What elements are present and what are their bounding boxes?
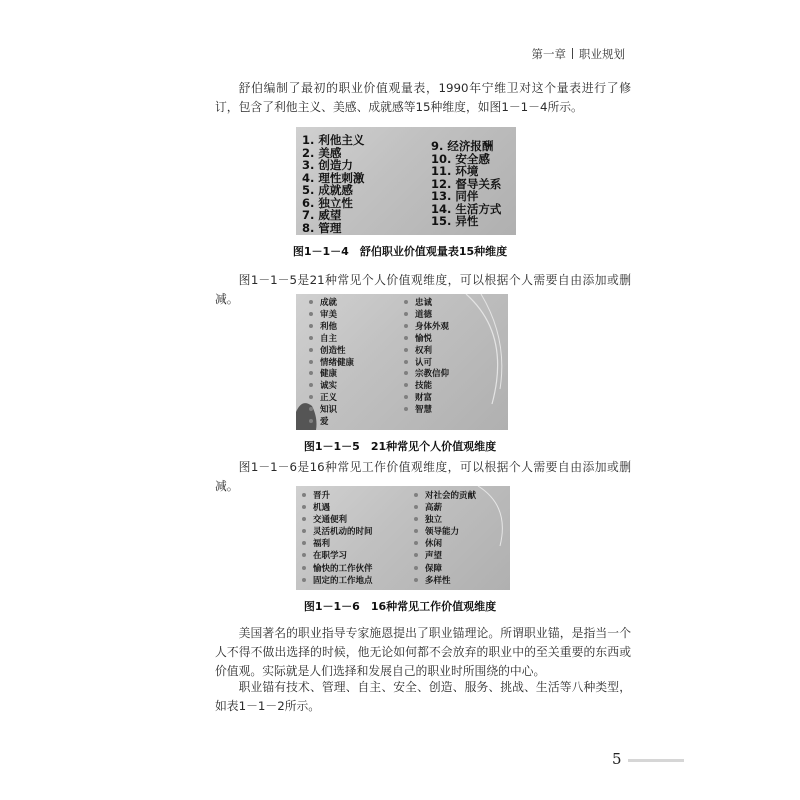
figure-1-1-5-right-list (404, 298, 449, 417)
figure-1-1-4-image (296, 127, 516, 235)
figure-1-1-6-value-item-label: 高薪 (425, 503, 443, 514)
chapter-label: 第一章 (531, 47, 566, 61)
figure-1-1-5-value-item (404, 369, 449, 381)
bullet-dot-icon (302, 566, 306, 570)
bullet-dot-icon (302, 517, 306, 521)
figure-1-1-5-value-item (404, 393, 449, 405)
bullet-dot-icon (414, 566, 418, 570)
figure-1-1-5-value-item-label: 智慧 (415, 405, 433, 416)
bullet-dot-icon (309, 360, 313, 364)
figure-1-1-6-value-item-label: 交通便利 (313, 515, 348, 526)
figure-1-1-6-value-item (302, 526, 373, 538)
figure-1-1-5-value-item (309, 358, 354, 370)
figure-1-1-5-value-item (309, 381, 354, 393)
figure-1-1-5-value-item-label: 权利 (415, 345, 433, 356)
figure-1-1-4-dimension-item-label: 3. 创造力 (302, 158, 353, 172)
figure-1-1-6-value-item-label: 在职学习 (313, 551, 348, 562)
figure-1-1-4-dimension-item-label: 9. 经济报酬 (431, 139, 494, 153)
figure-1-1-4-dimension-item-label: 11. 环境 (431, 164, 479, 178)
page-number: 5 (612, 750, 622, 768)
figure-1-1-5-value-item-label: 身体外观 (415, 321, 450, 332)
figure-1-1-6-value-item (302, 502, 373, 514)
bullet-dot-icon (309, 395, 313, 399)
figure-1-1-6-value-item-label: 固定的工作地点 (313, 575, 373, 586)
header-divider (572, 48, 573, 59)
figure-1-1-5-left-list (309, 298, 354, 429)
figure-1-1-6-value-item (302, 550, 373, 562)
bullet-dot-icon (309, 383, 313, 387)
figure-1-1-6-value-item-label: 晋升 (313, 491, 331, 501)
figure-1-1-5-value-item-label: 忠诚 (415, 298, 433, 308)
figure-1-1-5-value-item-label: 诚实 (320, 381, 338, 392)
figure-1-1-5-caption: 图1－1－5 21种常见个人价值观维度 (303, 440, 497, 453)
bullet-dot-icon (404, 395, 408, 399)
bullet-dot-icon (309, 348, 313, 352)
bullet-dot-icon (414, 505, 418, 509)
figure-1-1-5-value-item (404, 381, 449, 393)
running-header (532, 46, 626, 62)
figure-1-1-5-value-item (404, 334, 449, 346)
figure-1-1-5-value-item (309, 393, 354, 405)
figure-1-1-4-dimension-item-label: 10. 安全感 (431, 151, 490, 166)
bullet-dot-icon (309, 312, 313, 316)
bullet-dot-icon (414, 578, 418, 582)
figure-1-1-4-dimension-item-label: 4. 理性刺激 (302, 170, 365, 185)
figure-1-1-5-value-item-label: 愉悦 (415, 333, 433, 344)
figure-1-1-4-dimension-item-label: 8. 管理 (302, 220, 342, 235)
figure-1-1-6-value-item-label: 灵活机动的时间 (313, 527, 373, 538)
chapter-title: 职业规划 (579, 47, 625, 61)
figure-1-1-5-value-item-label: 爱 (320, 417, 329, 428)
figure-1-1-5-value-item (309, 417, 354, 429)
figure-1-1-6-value-item (302, 563, 373, 575)
figure-1-1-6-value-item-label: 多样性 (425, 575, 451, 586)
figure-1-1-6-value-item (414, 490, 476, 502)
figure-1-1-4-left-list (302, 134, 364, 234)
figure-1-1-4-caption: 图1－1－4 舒伯职业价值观量表15种维度 (292, 245, 508, 258)
figure-1-1-6-value-item-label: 愉快的工作伙伴 (313, 563, 373, 574)
figure-1-1-6-value-item (414, 502, 476, 514)
figure-1-1-6-value-item (302, 490, 373, 502)
figure-1-1-5-value-item (309, 369, 354, 381)
paragraph-3: 图1－1－6是16种常见工作价值观维度，可以根据个人需要自由添加或删减。 (215, 460, 631, 493)
paragraph-1: 舒伯编制了最初的职业价值观量表，1990年宁维卫对这个量表进行了修订，包含了利他主义、美感、成就感等15种维度，如图1－1－4所示。 (215, 81, 631, 114)
bullet-dot-icon (309, 407, 313, 411)
figure-1-1-5-value-item-label: 宗教信仰 (415, 369, 450, 380)
figure-1-1-5-value-item-label: 技能 (415, 381, 433, 392)
bullet-dot-icon (302, 578, 306, 582)
figure-1-1-5-value-item-label: 正义 (320, 393, 338, 404)
figure-1-1-6-value-item-label: 对社会的贡献 (425, 491, 477, 501)
figure-1-1-5-value-item-label: 认可 (415, 357, 433, 368)
figure-1-1-6-value-item-label: 保障 (425, 563, 443, 574)
page-number-rule (628, 759, 684, 762)
figure-1-1-4-dimension-item (431, 215, 501, 228)
bullet-dot-icon (414, 493, 418, 497)
figure-1-1-5-value-item (404, 310, 449, 322)
figure-1-1-6-value-item-label: 领导能力 (425, 527, 460, 538)
figure-1-1-6-right-list (414, 490, 476, 587)
bullet-dot-icon (309, 371, 313, 375)
figure-1-1-6-value-item-label: 声望 (425, 551, 443, 562)
paragraph-4: 美国著名的职业指导专家施恩提出了职业锚理论。所谓职业锚，是指当一个人不得不做出选择的时候，他无论如何都不会放弃的职业中的至关重要的东西或价值观。实际就是人们选择和发展自己的职业时所围绕的中心。 (215, 626, 631, 678)
bullet-dot-icon (404, 312, 408, 316)
figure-1-1-4-dimension-item-label: 15. 异性 (431, 214, 479, 228)
figure-1-1-6-value-item-label: 机遇 (313, 503, 331, 514)
figure-1-1-5-value-item-label: 知识 (320, 405, 338, 416)
figure-1-1-5-value-item (404, 322, 449, 334)
figure-1-1-5-value-item-label: 健康 (320, 369, 338, 380)
figure-1-1-5-value-item-label: 创造性 (320, 345, 346, 356)
figure-1-1-6-value-item (302, 575, 373, 587)
figure-1-1-4-dimension-item-label: 7. 威望 (302, 208, 342, 222)
figure-1-1-6-value-item (414, 550, 476, 562)
figure-1-1-5-value-item-label: 道德 (415, 309, 433, 320)
figure-1-1-5-value-item (309, 334, 354, 346)
bullet-dot-icon (404, 348, 408, 352)
figure-1-1-5-value-item-label: 审美 (320, 309, 338, 320)
figure-1-1-5-value-item (309, 310, 354, 322)
figure-1-1-4-dimension-item-label: 6. 独立性 (302, 195, 353, 210)
figure-1-1-6-value-item-label: 休闲 (425, 539, 443, 550)
figure-1-1-4-dimension-item-label: 12. 督导关系 (431, 176, 502, 191)
figure-1-1-4-dimension-item-label: 5. 成就感 (302, 183, 353, 197)
figure-1-1-5-value-item-label: 自主 (320, 333, 338, 344)
paragraph-5: 职业锚有技术、管理、自主、安全、创造、服务、挑战、生活等八种类型，如表1－1－2所示。 (215, 680, 631, 713)
bullet-dot-icon (414, 529, 418, 533)
bullet-dot-icon (309, 324, 313, 328)
figure-1-1-5-value-item (309, 346, 354, 358)
figure-1-1-5-value-item-label: 利他 (320, 321, 338, 332)
figure-1-1-4-dimension-item (302, 222, 364, 235)
bullet-dot-icon (404, 383, 408, 387)
figure-1-1-5-value-item-label: 情绪健康 (320, 357, 355, 368)
figure-1-1-6-value-item (414, 563, 476, 575)
figure-1-1-6-caption: 图1－1－6 16种常见工作价值观维度 (303, 600, 497, 613)
bullet-dot-icon (302, 541, 306, 545)
bullet-dot-icon (302, 493, 306, 497)
bullet-dot-icon (302, 505, 306, 509)
paragraph-2: 图1－1－5是21种常见个人价值观维度，可以根据个人需要自由添加或删减。 (215, 273, 631, 306)
figure-1-1-6-value-item (414, 538, 476, 550)
figure-1-1-5-value-item (309, 322, 354, 334)
figure-1-1-5-value-item-label: 成就 (320, 298, 338, 308)
figure-1-1-4-dimension-item-label: 1. 利他主义 (302, 133, 365, 147)
bullet-dot-icon (302, 529, 306, 533)
bullet-dot-icon (404, 324, 408, 328)
figure-1-1-5-value-item-label: 财富 (415, 393, 433, 404)
figure-1-1-6-left-list (302, 490, 373, 587)
figure-1-1-4-dimension-item-label: 13. 同伴 (431, 189, 479, 203)
figure-1-1-6-value-item (302, 514, 373, 526)
bullet-dot-icon (309, 419, 313, 423)
figure-1-1-6-value-item (414, 575, 476, 587)
figure-1-1-5-value-item (404, 405, 449, 417)
bullet-dot-icon (404, 336, 408, 340)
bullet-dot-icon (404, 371, 408, 375)
figure-1-1-5-value-item (309, 405, 354, 417)
bullet-dot-icon (404, 360, 408, 364)
bullet-dot-icon (404, 300, 408, 304)
figure-1-1-5-image (296, 294, 508, 430)
figure-1-1-5-value-item (404, 358, 449, 370)
figure-1-1-6-value-item (302, 538, 373, 550)
figure-1-1-4-dimension-item-label: 14. 生活方式 (431, 201, 502, 216)
bullet-dot-icon (414, 517, 418, 521)
figure-1-1-6-image (296, 486, 510, 590)
figure-1-1-4-right-list (431, 140, 501, 228)
figure-1-1-6-value-item-label: 福利 (313, 539, 331, 550)
figure-1-1-5-value-item (404, 346, 449, 358)
bullet-dot-icon (414, 541, 418, 545)
figure-1-1-5-value-item (309, 298, 354, 310)
bullet-dot-icon (309, 300, 313, 304)
figure-1-1-4-dimension-item-label: 2. 美感 (302, 145, 342, 160)
bullet-dot-icon (404, 407, 408, 411)
bullet-dot-icon (302, 553, 306, 557)
figure-1-1-5-value-item (404, 298, 449, 310)
bullet-dot-icon (414, 553, 418, 557)
figure-1-1-6-value-item (414, 526, 476, 538)
figure-1-1-6-value-item-label: 独立 (425, 515, 443, 526)
bullet-dot-icon (309, 336, 313, 340)
figure-1-1-6-value-item (414, 514, 476, 526)
